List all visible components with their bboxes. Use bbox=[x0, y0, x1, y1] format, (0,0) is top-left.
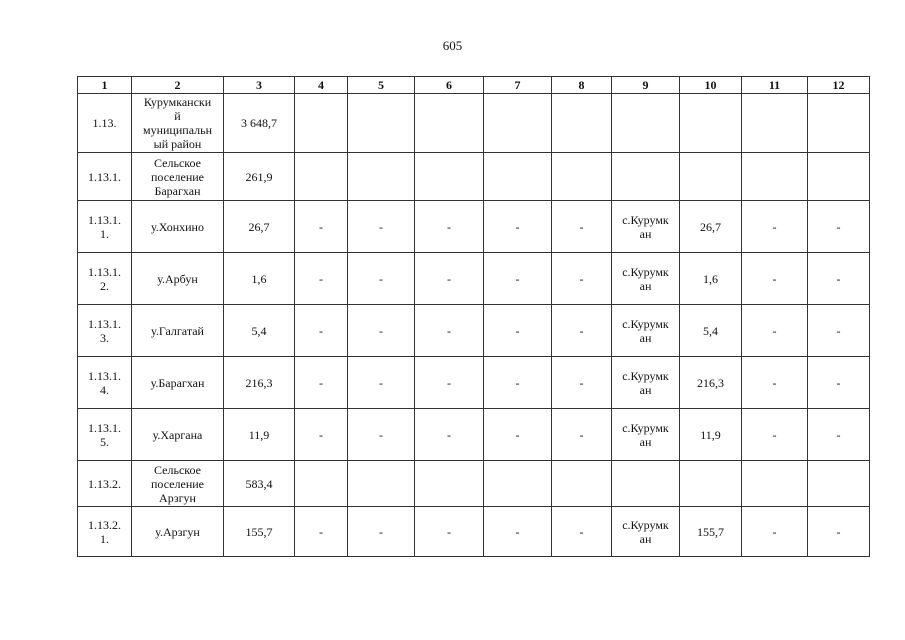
area-cell: 26,7 bbox=[224, 201, 295, 253]
table-cell: - bbox=[348, 357, 415, 409]
table-cell bbox=[484, 461, 552, 507]
table-cell: - bbox=[742, 305, 808, 357]
area-cell: 11,9 bbox=[224, 409, 295, 461]
table-cell: с.Курумк ан bbox=[612, 253, 680, 305]
header-cell: 6 bbox=[415, 77, 484, 94]
table-cell: с.Курумк ан bbox=[612, 305, 680, 357]
table-row bbox=[78, 409, 870, 461]
table-cell: - bbox=[742, 507, 808, 557]
territory-name-cell: Сельское поселение Арзгун bbox=[132, 461, 224, 507]
area-cell: 583,4 bbox=[224, 461, 295, 507]
territory-name-cell: у.Барагхан bbox=[132, 357, 224, 409]
table-cell bbox=[552, 461, 612, 507]
table-cell: - bbox=[808, 357, 870, 409]
table-cell bbox=[415, 94, 484, 153]
table-cell bbox=[295, 153, 348, 201]
table-cell: - bbox=[295, 357, 348, 409]
table-cell: 5,4 bbox=[680, 305, 742, 357]
area-cell: 261,9 bbox=[224, 153, 295, 201]
table-cell: - bbox=[415, 507, 484, 557]
table-row bbox=[78, 94, 870, 153]
row-number-cell: 1.13.1. 2. bbox=[78, 253, 132, 305]
table-cell bbox=[484, 153, 552, 201]
table-cell: - bbox=[552, 409, 612, 461]
table-cell: - bbox=[742, 201, 808, 253]
table-cell: - bbox=[348, 409, 415, 461]
page-number: 605 bbox=[442, 38, 463, 53]
table-cell: - bbox=[742, 357, 808, 409]
table-cell: - bbox=[742, 409, 808, 461]
table-cell bbox=[742, 94, 808, 153]
territory-name-cell: у.Хонхино bbox=[132, 201, 224, 253]
header-cell: 8 bbox=[552, 77, 612, 94]
table-row bbox=[78, 253, 870, 305]
table-cell: - bbox=[552, 507, 612, 557]
area-cell: 3 648,7 bbox=[224, 94, 295, 153]
table-cell: - bbox=[808, 507, 870, 557]
table-cell bbox=[415, 461, 484, 507]
row-number-cell: 1.13.1. bbox=[78, 153, 132, 201]
table-cell bbox=[612, 461, 680, 507]
table-cell bbox=[415, 153, 484, 201]
table-cell: - bbox=[552, 305, 612, 357]
table-cell bbox=[348, 461, 415, 507]
table-cell bbox=[742, 461, 808, 507]
table-cell: 1,6 bbox=[680, 253, 742, 305]
table-cell: с.Курумк ан bbox=[612, 409, 680, 461]
header-cell: 12 bbox=[808, 77, 870, 94]
table-cell bbox=[552, 94, 612, 153]
header-cell: 2 bbox=[132, 77, 224, 94]
header-cell: 7 bbox=[484, 77, 552, 94]
row-number-cell: 1.13.1. 5. bbox=[78, 409, 132, 461]
table-cell: 216,3 bbox=[680, 357, 742, 409]
table-cell bbox=[348, 153, 415, 201]
table-cell: с.Курумк ан bbox=[612, 357, 680, 409]
territory-name-cell: Сельское поселение Барагхан bbox=[132, 153, 224, 201]
table-row bbox=[78, 305, 870, 357]
row-number-cell: 1.13. bbox=[78, 94, 132, 153]
table-cell: - bbox=[348, 305, 415, 357]
table-cell: - bbox=[808, 201, 870, 253]
table-cell: - bbox=[484, 357, 552, 409]
row-number-cell: 1.13.1. 4. bbox=[78, 357, 132, 409]
table-cell: - bbox=[295, 305, 348, 357]
table-cell: 11,9 bbox=[680, 409, 742, 461]
table-cell: - bbox=[295, 507, 348, 557]
table-cell: 26,7 bbox=[680, 201, 742, 253]
row-number-cell: 1.13.2. bbox=[78, 461, 132, 507]
table-cell bbox=[680, 153, 742, 201]
area-cell: 5,4 bbox=[224, 305, 295, 357]
table-row bbox=[78, 201, 870, 253]
header-cell: 1 bbox=[78, 77, 132, 94]
table-cell: - bbox=[484, 507, 552, 557]
table-cell: с.Курумк ан bbox=[612, 201, 680, 253]
table-cell: - bbox=[552, 201, 612, 253]
table-cell: - bbox=[415, 357, 484, 409]
table-cell: - bbox=[415, 305, 484, 357]
table-cell: - bbox=[295, 409, 348, 461]
header-row bbox=[78, 77, 870, 94]
table-cell bbox=[680, 461, 742, 507]
header-cell: 3 bbox=[224, 77, 295, 94]
table-cell bbox=[612, 153, 680, 201]
table-cell: - bbox=[295, 253, 348, 305]
table-cell: - bbox=[415, 409, 484, 461]
table-cell: - bbox=[484, 305, 552, 357]
header-cell: 11 bbox=[742, 77, 808, 94]
table-cell: - bbox=[484, 409, 552, 461]
table-cell: - bbox=[295, 201, 348, 253]
table-cell: - bbox=[484, 253, 552, 305]
table-row bbox=[78, 507, 870, 557]
table-cell: - bbox=[484, 201, 552, 253]
table-cell: 155,7 bbox=[680, 507, 742, 557]
table-cell bbox=[808, 153, 870, 201]
header-cell: 4 bbox=[295, 77, 348, 94]
header-cell: 10 bbox=[680, 77, 742, 94]
table-row bbox=[78, 461, 870, 507]
table-cell bbox=[742, 153, 808, 201]
table-cell: - bbox=[348, 507, 415, 557]
table-cell: - bbox=[415, 201, 484, 253]
territory-name-cell: у.Галгатай bbox=[132, 305, 224, 357]
table-cell bbox=[552, 153, 612, 201]
table-cell bbox=[808, 94, 870, 153]
territory-name-cell: у.Арбун bbox=[132, 253, 224, 305]
table-row bbox=[78, 153, 870, 201]
table-cell: - bbox=[348, 201, 415, 253]
table-cell bbox=[680, 94, 742, 153]
table-cell bbox=[612, 94, 680, 153]
table-cell: - bbox=[552, 253, 612, 305]
header-cell: 9 bbox=[612, 77, 680, 94]
table-cell: - bbox=[348, 253, 415, 305]
table-cell: - bbox=[808, 409, 870, 461]
table-cell: - bbox=[415, 253, 484, 305]
row-number-cell: 1.13.1. 1. bbox=[78, 201, 132, 253]
area-cell: 155,7 bbox=[224, 507, 295, 557]
territory-name-cell: у.Харгана bbox=[132, 409, 224, 461]
table-cell bbox=[484, 94, 552, 153]
header-cell: 5 bbox=[348, 77, 415, 94]
territory-name-cell: у.Арзгун bbox=[132, 507, 224, 557]
area-cell: 1,6 bbox=[224, 253, 295, 305]
data-table bbox=[77, 76, 870, 557]
table-cell: - bbox=[808, 305, 870, 357]
table-cell bbox=[295, 461, 348, 507]
table-cell: - bbox=[742, 253, 808, 305]
table-row bbox=[78, 357, 870, 409]
table-cell bbox=[348, 94, 415, 153]
row-number-cell: 1.13.1. 3. bbox=[78, 305, 132, 357]
row-number-cell: 1.13.2. 1. bbox=[78, 507, 132, 557]
table-cell: - bbox=[552, 357, 612, 409]
table-cell bbox=[295, 94, 348, 153]
table-cell: - bbox=[808, 253, 870, 305]
area-cell: 216,3 bbox=[224, 357, 295, 409]
table-cell: с.Курумк ан bbox=[612, 507, 680, 557]
table-cell bbox=[808, 461, 870, 507]
territory-name-cell: Курумкански й муниципальн ый район bbox=[132, 94, 224, 153]
